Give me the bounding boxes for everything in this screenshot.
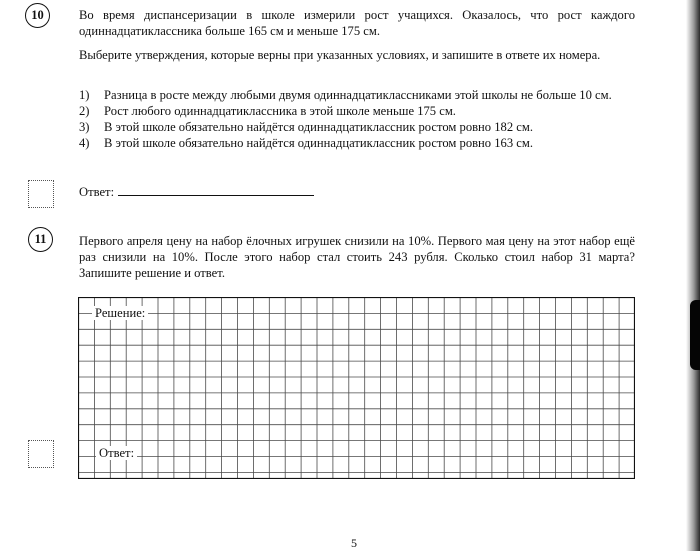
option-3-text: В этой школе обязательно найдётся одиннадцатиклассник ростом ровно 182 см. — [104, 120, 533, 134]
option-1-number: 1) — [79, 88, 90, 102]
task-10-intro — [79, 7, 635, 39]
solution-label: Решение: — [92, 306, 148, 320]
task-10-options — [79, 87, 635, 151]
task-11-statement-text: Первого апреля цену на набор ёлочных игрушек снизили на 10%. Первого мая цену на этот набор ещё раз снизили на 10%. После этого набор стал стоить 243 рубля. Сколько стоил набор 31 марта? Запишите решение и ответ. — [79, 234, 635, 280]
solution-grid[interactable] — [78, 297, 635, 479]
task-10-answer-label: Ответ: — [79, 185, 115, 199]
task-10-number: 10 — [25, 3, 50, 28]
grid-border — [79, 298, 635, 479]
task-11-number: 11 — [28, 227, 53, 252]
task-10-instruction — [79, 47, 635, 63]
option-1 — [79, 87, 635, 103]
page-number: 5 — [351, 536, 357, 550]
option-4-number: 4) — [79, 136, 90, 150]
page-edge-shadow-dark — [690, 300, 700, 370]
task-10-intro-text: Во время диспансеризации в школе измерили рост учащихся. Оказалось, что рост каждого одиннадцатиклассника больше 165 см и меньше 175 см. — [79, 8, 635, 38]
task-11-answer-key-box[interactable] — [28, 440, 54, 468]
option-3-number: 3) — [79, 120, 90, 134]
option-4-text: В этой школе обязательно найдётся одиннадцатиклассник ростом ровно 163 см. — [104, 136, 533, 150]
option-2 — [79, 103, 635, 119]
task-11-statement — [79, 233, 635, 281]
page-edge-shadow — [686, 0, 700, 551]
option-2-number: 2) — [79, 104, 90, 118]
task-10-instruction-text: Выберите утверждения, которые верны при указанных условиях, и запишите в ответе их номера. — [79, 48, 601, 62]
option-1-text: Разница в росте между любыми двумя одиннадцатиклассниками этой школы не больше 10 см. — [104, 88, 612, 102]
task-10-answer-key-box[interactable] — [28, 180, 54, 208]
solution-grid-lines[interactable] — [78, 297, 635, 479]
option-3 — [79, 119, 635, 135]
option-2-text: Рост любого одиннадцатиклассника в этой школе меньше 175 см. — [104, 104, 456, 118]
task-11-answer-label: Ответ: — [96, 446, 137, 460]
option-4 — [79, 135, 635, 151]
task-10-answer-row — [79, 183, 314, 200]
task-10-answer-field[interactable] — [118, 183, 314, 196]
